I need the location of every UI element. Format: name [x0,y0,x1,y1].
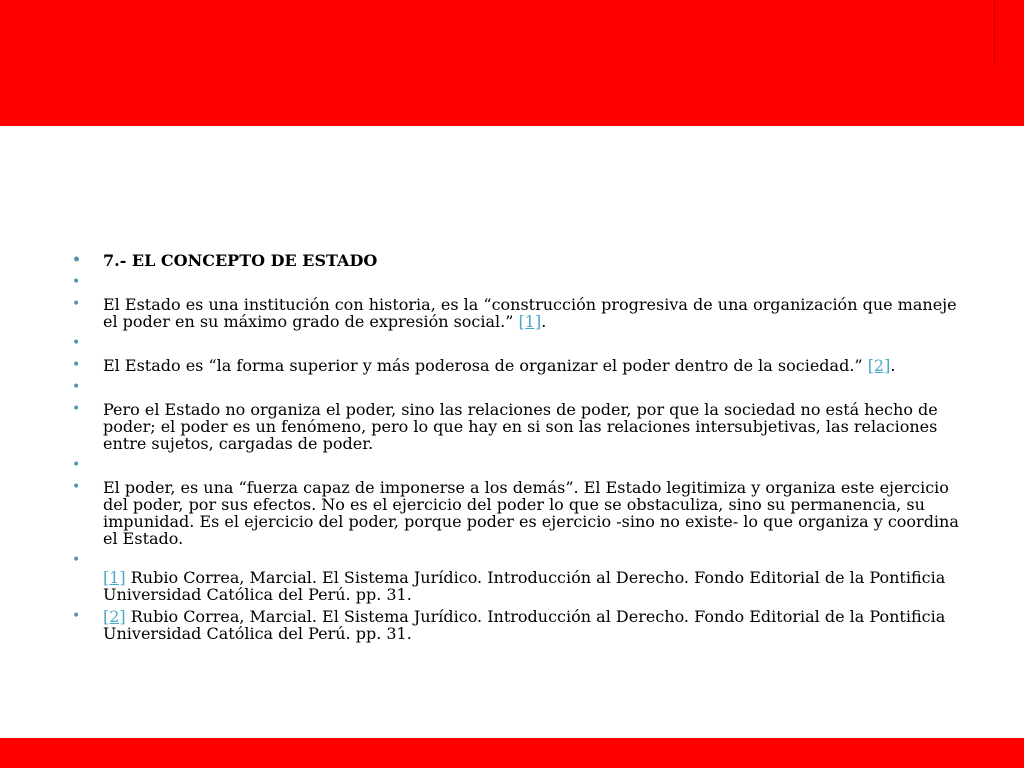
footnote-ref-link[interactable]: [1] [103,568,126,587]
bullet-icon: • [72,296,81,312]
top-red-band [0,0,1024,126]
slide-heading [72,252,972,269]
footnote-ref-link[interactable]: [2] [867,356,891,375]
bullet-icon: • [72,401,81,417]
footnote-item [72,608,972,642]
item-text-tail: . [890,356,896,375]
empty-bullet-item [72,274,972,291]
empty-bullet-item [72,457,972,474]
bullet-icon: • [72,274,81,290]
bullet-icon: • [72,252,81,268]
bullet-item [72,401,972,452]
footnote-ref-link[interactable]: [1] [518,312,542,331]
bottom-red-band [0,738,1024,768]
bullet-icon: • [72,552,81,568]
footnote-ref-link[interactable]: [2] [103,607,126,626]
bullet-icon: • [72,457,81,473]
item-text: El Estado es una institución con historia, es la “construcción progresiva de una organización que maneje el poder en su máximo grado de expresión social.” [103,295,957,331]
item-text: Pero el Estado no organiza el poder, sino las relaciones de poder, por que la sociedad no está hecho de poder; el poder es un fenómeno, pero lo que hay en si son las relaciones intersubjetivas, las relaciones entre sujetos, cargadas de poder. [103,400,938,453]
bullet-icon: • [72,357,81,373]
bullet-icon: • [72,379,81,395]
slide-bullet-list [72,252,972,647]
item-text: El poder, es una “fuerza capaz de imponerse a los demás”. El Estado legitimiza y organiza este ejercicio del poder, por sus efectos. No es el ejercicio del poder lo que se obstaculiza, sino su permanencia, su impunidad. Es el ejercicio del poder, porque poder es ejercicio -sino no existe- lo que organiza y coordina el Estado. [103,478,959,548]
bullet-icon: • [72,335,81,351]
bullet-item [72,357,972,374]
empty-bullet-item [72,335,972,352]
bullet-icon: • [72,479,81,495]
bullet-item [72,296,972,330]
item-text: Rubio Correa, Marcial. El Sistema Jurídico. Introducción al Derecho. Fondo Editorial de la Pontificia Universidad Católica del Perú. pp. 31. [103,568,946,604]
bullet-item [72,479,972,547]
bullet-icon: • [72,608,81,624]
band-edge-line [994,0,995,66]
heading-text: 7.- EL CONCEPTO DE ESTADO [103,251,378,270]
empty-bullet-item [72,379,972,396]
item-text-tail: . [541,312,547,331]
footnote-item [72,552,972,603]
item-text: Rubio Correa, Marcial. El Sistema Jurídico. Introducción al Derecho. Fondo Editorial de la Pontificia Universidad Católica del Perú. pp. 31. [103,607,946,643]
item-text: El Estado es “la forma superior y más poderosa de organizar el poder dentro de la sociedad.” [103,356,868,375]
